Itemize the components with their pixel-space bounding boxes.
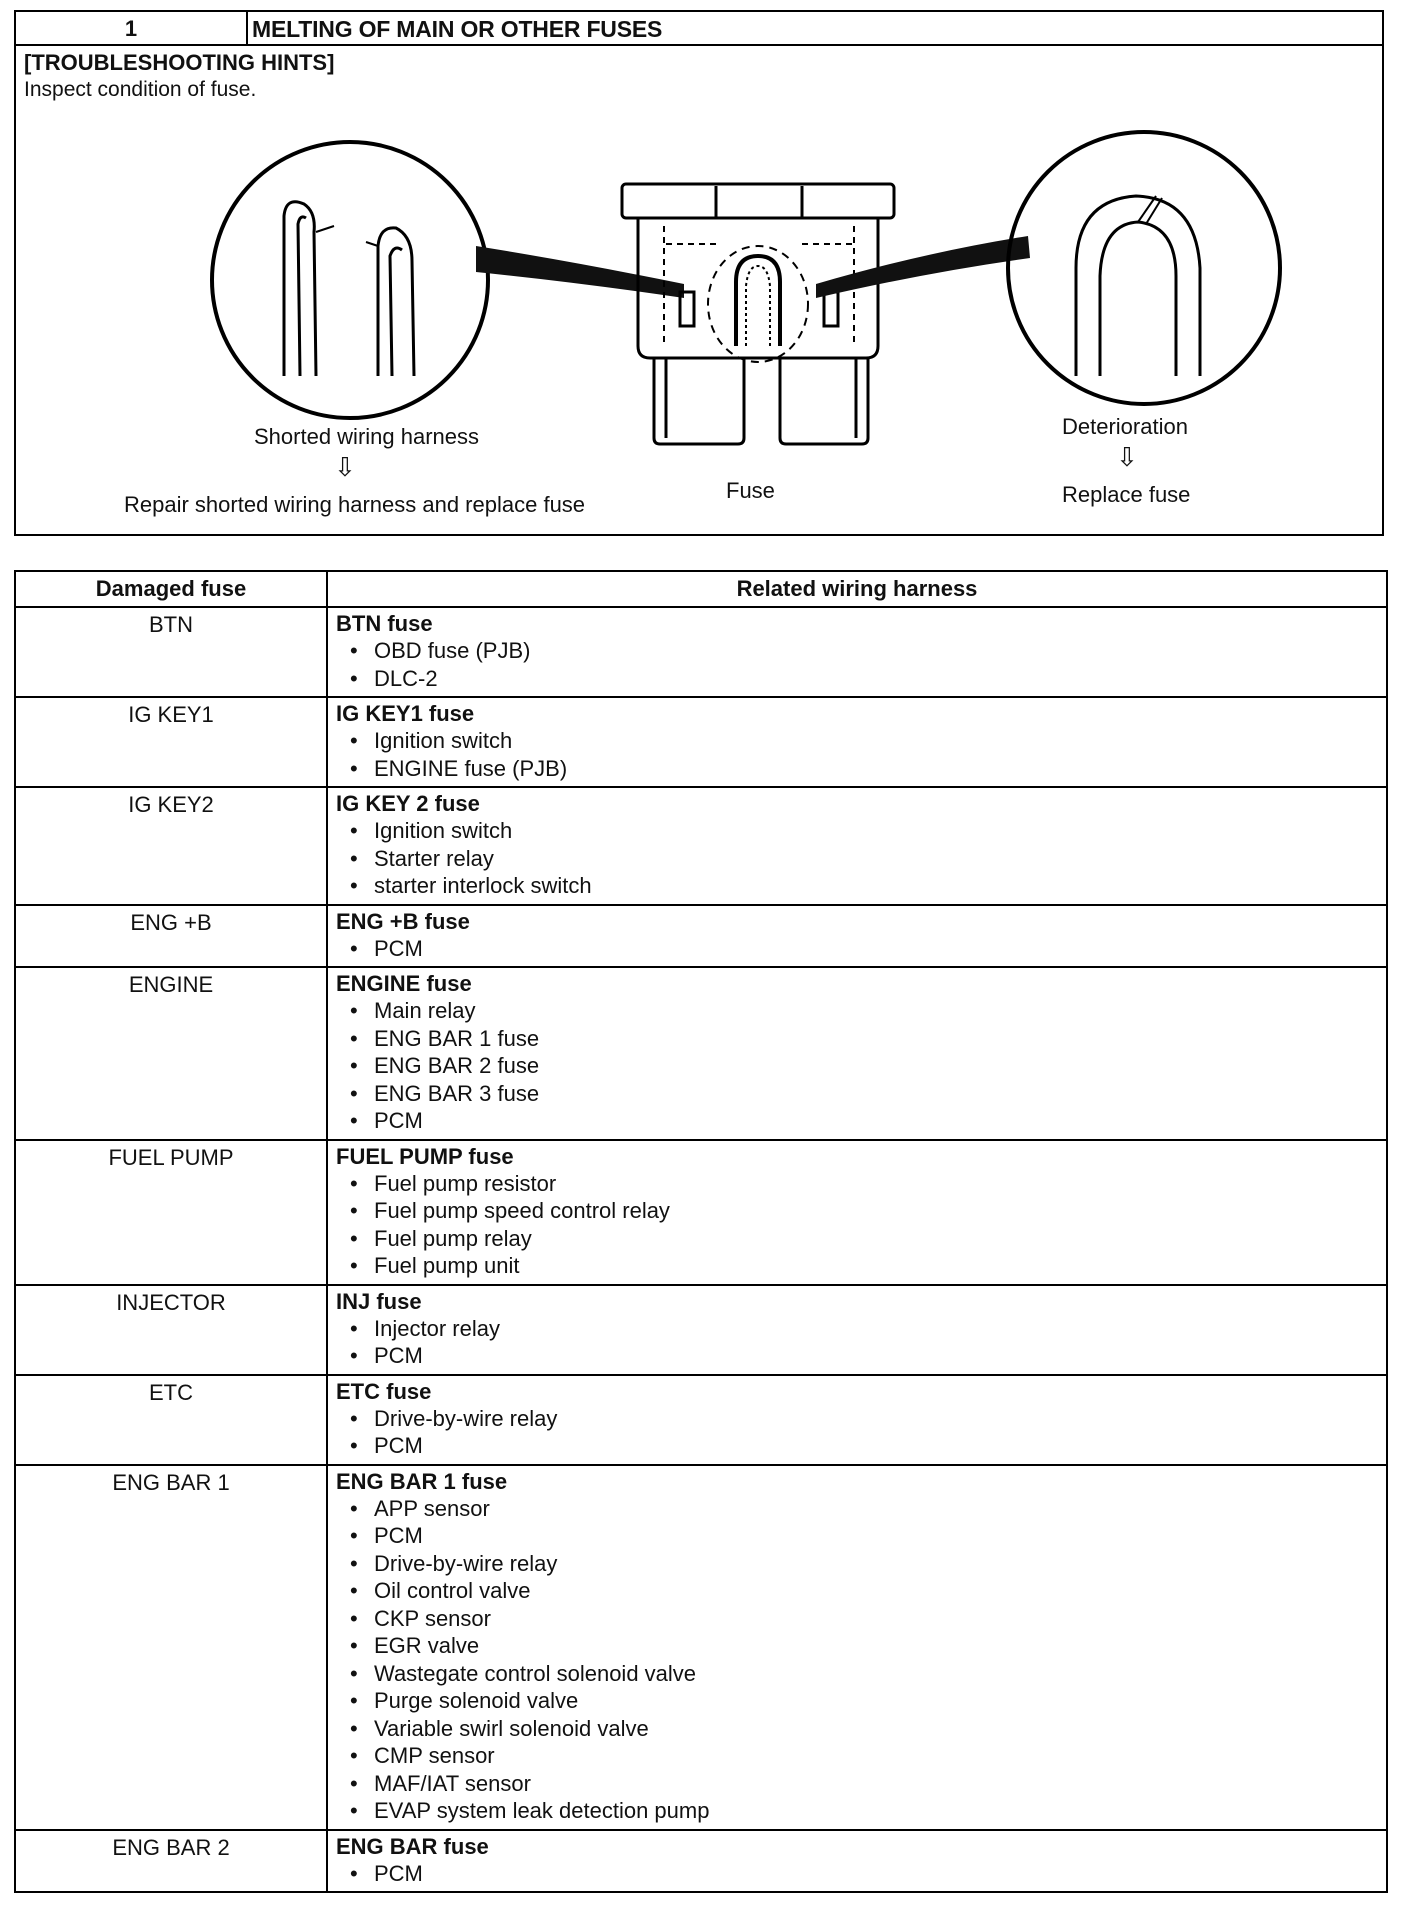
list-item: • APP sensor	[350, 1495, 1386, 1523]
related-harness-cell	[327, 607, 1387, 697]
related-harness-column-header: Related wiring harness	[327, 571, 1387, 607]
list-item: • Drive-by-wire relay	[350, 1550, 1386, 1578]
list-item: • Ignition switch	[350, 817, 1386, 845]
list-item: • MAF/IAT sensor	[350, 1770, 1386, 1798]
list-item: • PCM	[350, 1342, 1386, 1370]
harness-item-list	[336, 1495, 1386, 1825]
related-harness-cell	[327, 1140, 1387, 1285]
hints-text: Inspect condition of fuse.	[24, 78, 257, 101]
step-title: MELTING OF MAIN OR OTHER FUSES	[252, 16, 663, 42]
table-row	[15, 697, 1387, 787]
list-item: • Drive-by-wire relay	[350, 1405, 1386, 1433]
list-item: • PCM	[350, 935, 1386, 963]
table-row	[15, 905, 1387, 968]
fuse-harness-table	[14, 570, 1388, 1893]
damaged-fuse-cell: ETC	[15, 1375, 327, 1465]
hints-heading: [TROUBLESHOOTING HINTS]	[24, 50, 335, 75]
related-harness-cell	[327, 967, 1387, 1140]
deterioration-caption: Deterioration	[1062, 414, 1188, 439]
list-item: • PCM	[350, 1107, 1386, 1135]
list-item: • starter interlock switch	[350, 872, 1386, 900]
list-item: • EGR valve	[350, 1632, 1386, 1660]
related-harness-cell	[327, 1465, 1387, 1830]
harness-item-list	[336, 997, 1386, 1135]
fuse-caption: Fuse	[726, 478, 775, 503]
list-item: • PCM	[350, 1522, 1386, 1550]
list-item: • Injector relay	[350, 1315, 1386, 1343]
harness-item-list	[336, 1405, 1386, 1460]
list-item: • Starter relay	[350, 845, 1386, 873]
table-row	[15, 1375, 1387, 1465]
related-harness-cell	[327, 905, 1387, 968]
right-leader-band	[816, 236, 1030, 298]
related-harness-cell	[327, 1285, 1387, 1375]
list-item: • OBD fuse (PJB)	[350, 637, 1386, 665]
fuse-illustration	[16, 46, 1382, 534]
harness-fuse-title: ENG BAR fuse	[336, 1833, 489, 1859]
table-row	[15, 1285, 1387, 1375]
list-item: • Oil control valve	[350, 1577, 1386, 1605]
table-body	[15, 607, 1387, 1892]
list-item: • Fuel pump resistor	[350, 1170, 1386, 1198]
list-item: • CKP sensor	[350, 1605, 1386, 1633]
harness-fuse-title: IG KEY1 fuse	[336, 701, 475, 726]
down-arrow-icon: ⇩	[334, 452, 356, 482]
list-item: • ENG BAR 1 fuse	[350, 1025, 1386, 1053]
damaged-fuse-cell: ENG BAR 2	[15, 1830, 327, 1893]
list-item: • PCM	[350, 1860, 1386, 1888]
harness-item-list	[336, 1315, 1386, 1370]
damaged-fuse-cell: ENGINE	[15, 967, 327, 1140]
harness-item-list	[336, 637, 1386, 692]
damaged-fuse-cell: FUEL PUMP	[15, 1140, 327, 1285]
list-item: • Variable swirl solenoid valve	[350, 1715, 1386, 1743]
step-number: 1	[16, 12, 248, 46]
related-harness-cell	[327, 697, 1387, 787]
damaged-fuse-cell: IG KEY1	[15, 697, 327, 787]
left-leader-band	[476, 246, 684, 298]
table-row	[15, 607, 1387, 697]
damaged-fuse-cell: ENG +B	[15, 905, 327, 968]
list-item: • ENGINE fuse (PJB)	[350, 755, 1386, 783]
harness-fuse-title: FUEL PUMP fuse	[336, 1143, 514, 1169]
harness-fuse-title: INJ fuse	[336, 1288, 422, 1314]
shorted-caption: Shorted wiring harness	[254, 424, 480, 449]
list-item: • ENG BAR 3 fuse	[350, 1080, 1386, 1108]
harness-item-list	[336, 1170, 1386, 1280]
list-item: • Main relay	[350, 997, 1386, 1025]
related-harness-cell	[327, 1830, 1387, 1893]
list-item: • Purge solenoid valve	[350, 1687, 1386, 1715]
deterioration-action: Replace fuse	[1062, 482, 1191, 507]
harness-fuse-title: IG KEY 2 fuse	[336, 791, 480, 816]
fuse-drawing	[622, 184, 894, 444]
shorted-element-magnifier	[212, 142, 488, 418]
related-harness-cell	[327, 787, 1387, 905]
damaged-fuse-cell: IG KEY2	[15, 787, 327, 905]
down-arrow-icon: ⇩	[1116, 442, 1138, 472]
list-item: • CMP sensor	[350, 1742, 1386, 1770]
list-item: • Fuel pump speed control relay	[350, 1197, 1386, 1225]
damaged-fuse-column-header: Damaged fuse	[15, 571, 327, 607]
list-item: • Fuel pump unit	[350, 1252, 1386, 1280]
harness-item-list	[336, 727, 1386, 782]
step-header	[14, 10, 1384, 46]
list-item: • PCM	[350, 1432, 1386, 1460]
list-item: • Ignition switch	[350, 727, 1386, 755]
damaged-fuse-cell: INJECTOR	[15, 1285, 327, 1375]
list-item: • Fuel pump relay	[350, 1225, 1386, 1253]
shorted-action: Repair shorted wiring harness and replace fuse	[124, 492, 586, 517]
troubleshooting-hints-box	[14, 44, 1384, 536]
table-header-row	[15, 571, 1387, 607]
harness-fuse-title: ENGINE fuse	[336, 971, 472, 996]
damaged-fuse-cell: ENG BAR 1	[15, 1465, 327, 1830]
list-item: • EVAP system leak detection pump	[350, 1797, 1386, 1825]
related-harness-cell	[327, 1375, 1387, 1465]
table-row	[15, 787, 1387, 905]
harness-fuse-title: BTN fuse	[336, 611, 433, 636]
table-row	[15, 1465, 1387, 1830]
harness-item-list	[336, 817, 1386, 900]
harness-fuse-title: ENG +B fuse	[336, 908, 470, 934]
deteriorated-element-magnifier	[1008, 132, 1280, 404]
damaged-fuse-cell: BTN	[15, 607, 327, 697]
list-item: • DLC-2	[350, 665, 1386, 693]
list-item: • Wastegate control solenoid valve	[350, 1660, 1386, 1688]
harness-fuse-title: ETC fuse	[336, 1378, 432, 1404]
list-item: • ENG BAR 2 fuse	[350, 1052, 1386, 1080]
table-row	[15, 967, 1387, 1140]
harness-fuse-title: ENG BAR 1 fuse	[336, 1468, 508, 1494]
table-row	[15, 1140, 1387, 1285]
harness-item-list	[336, 935, 1386, 963]
table-row	[15, 1830, 1387, 1893]
harness-item-list	[336, 1860, 1386, 1888]
